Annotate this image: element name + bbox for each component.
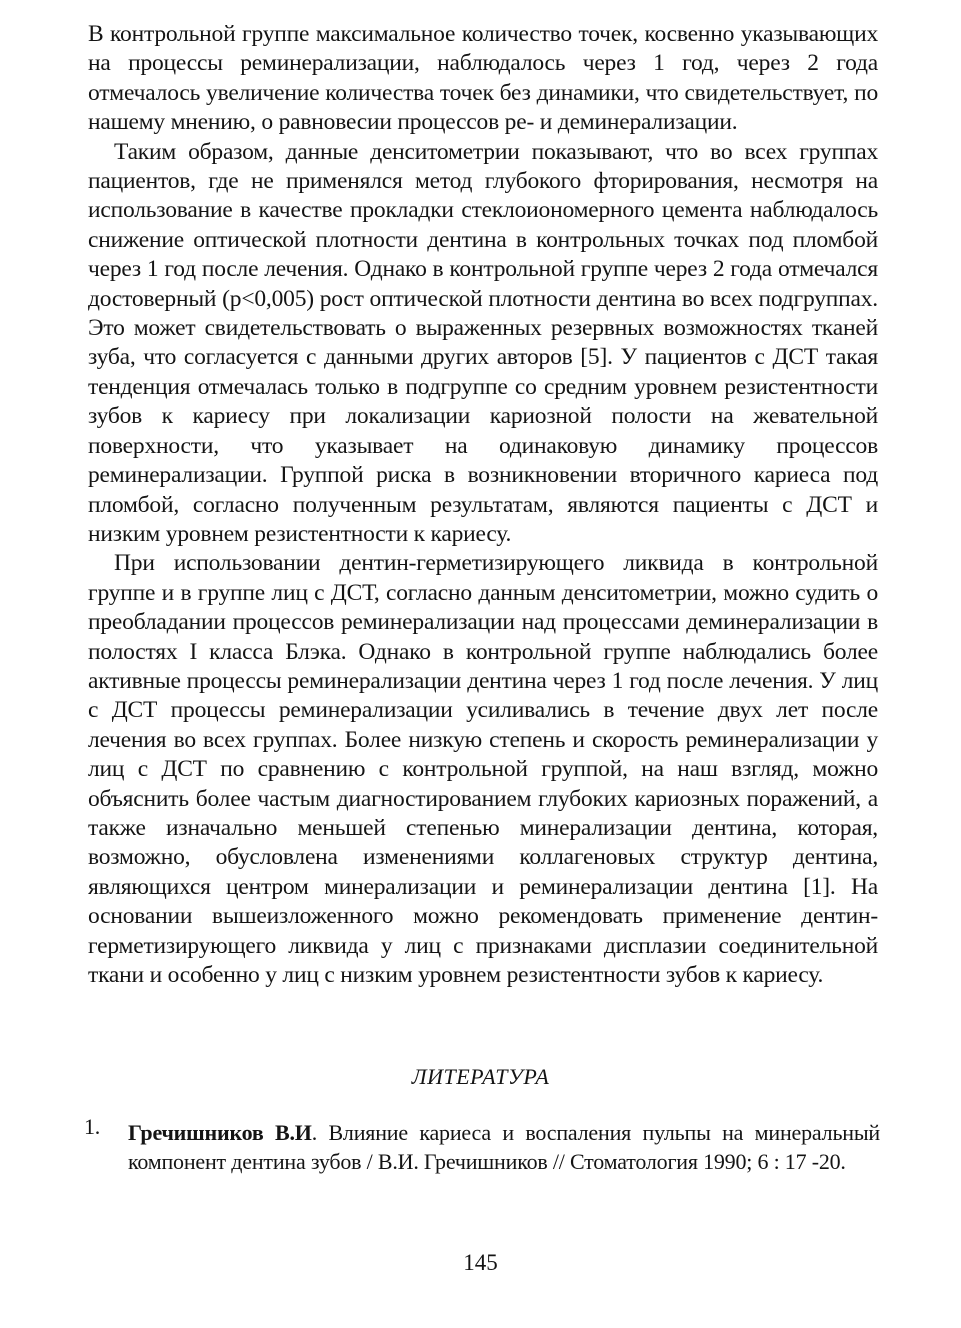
paragraph-3: При использовании дентин-герметизирующего ликвида в контрольной группе и в группе лиц с ДСТ, согласно данным денситометрии, можно судить о преобладании процессов реминерализации над процессами деминерализации в полостях I класса Блэка. Однако в контрольной группе наблюдались более активные процессы реминерализации дентина через 1 год после лечения. У лиц с ДСТ процессы реминерализации усиливались в течение двух лет после лечения во всех группах. Более низкую степень и скорость реминерализации у лиц с ДСТ по сравнению с контрольной группой, на наш взгляд, можно объяснить более частым диагностированием глубоких кариозных поражений, а также изначально меньшей степенью минерализации дентина, которая, возможно, обусловлена изменениями коллагеновых структур дентина, являющихся центром минерализации и реминерализации дентина [1]. На основании вышеизложенного можно рекомендовать применение дентин-герметизирующего ликвида у лиц с признаками дисплазии соединительной ткани и особенно у лиц с низким уровнем резистентности зубов к кариесу. xyxy=(88,550,878,988)
reference-body: . Влияние кариеса и воспаления пульпы на минеральный компонент дентина зубов / В.И. Гречишников // Стоматология 1990; 6 : 17 -20. xyxy=(128,1120,881,1174)
reference-number: 1. xyxy=(84,1114,101,1139)
body-text xyxy=(88,20,878,990)
reference-text xyxy=(128,1118,880,1176)
page-number: 145 xyxy=(463,1250,498,1275)
paragraph-2: Таким образом, данные денситометрии показывают, что во всех группах пациентов, где не применялся метод глубокого фторирования, несмотря на использование в качестве прокладки стеклоиономерного цемента наблюдалось снижение оптической плотности дентина в контрольных точках под пломбой через 1 год после лечения. Однако в контрольной группе через 2 года отмечался достоверный (р<0,005) рост оптической плотности дентина во всех подгруппах. Это может свидетельствовать о выраженных резервных возможностях тканей зуба, что согласуется с данными других авторов [5]. У пациентов с ДСТ такая тенденция отмечалась только в подгруппе со средним уровнем резистентности зубов к кариесу при локализации кариозной полости на жевательной поверхности, что указывает на одинаковую динамику процессов реминерализации. Группой риска в возникновении вторичного кариеса под пломбой, согласно полученным результатам, являются пациенты с ДСТ и низким уровнем резистентности к кариесу. xyxy=(88,138,878,547)
paragraph-1: В контрольной группе максимальное количество точек, косвенно указывающих на процессы реминерализации, наблюдалось через 1 год, через 2 года отмечалось увеличение количества точек без динамики, что свидетельствует, по нашему мнению, о равновесии процессов ре- и деминерализации. xyxy=(88,21,878,136)
reference-item xyxy=(84,1114,881,1176)
reference-author: Гречишников В.И xyxy=(128,1120,312,1145)
references-heading: ЛИТЕРАТУРА xyxy=(411,1064,550,1089)
